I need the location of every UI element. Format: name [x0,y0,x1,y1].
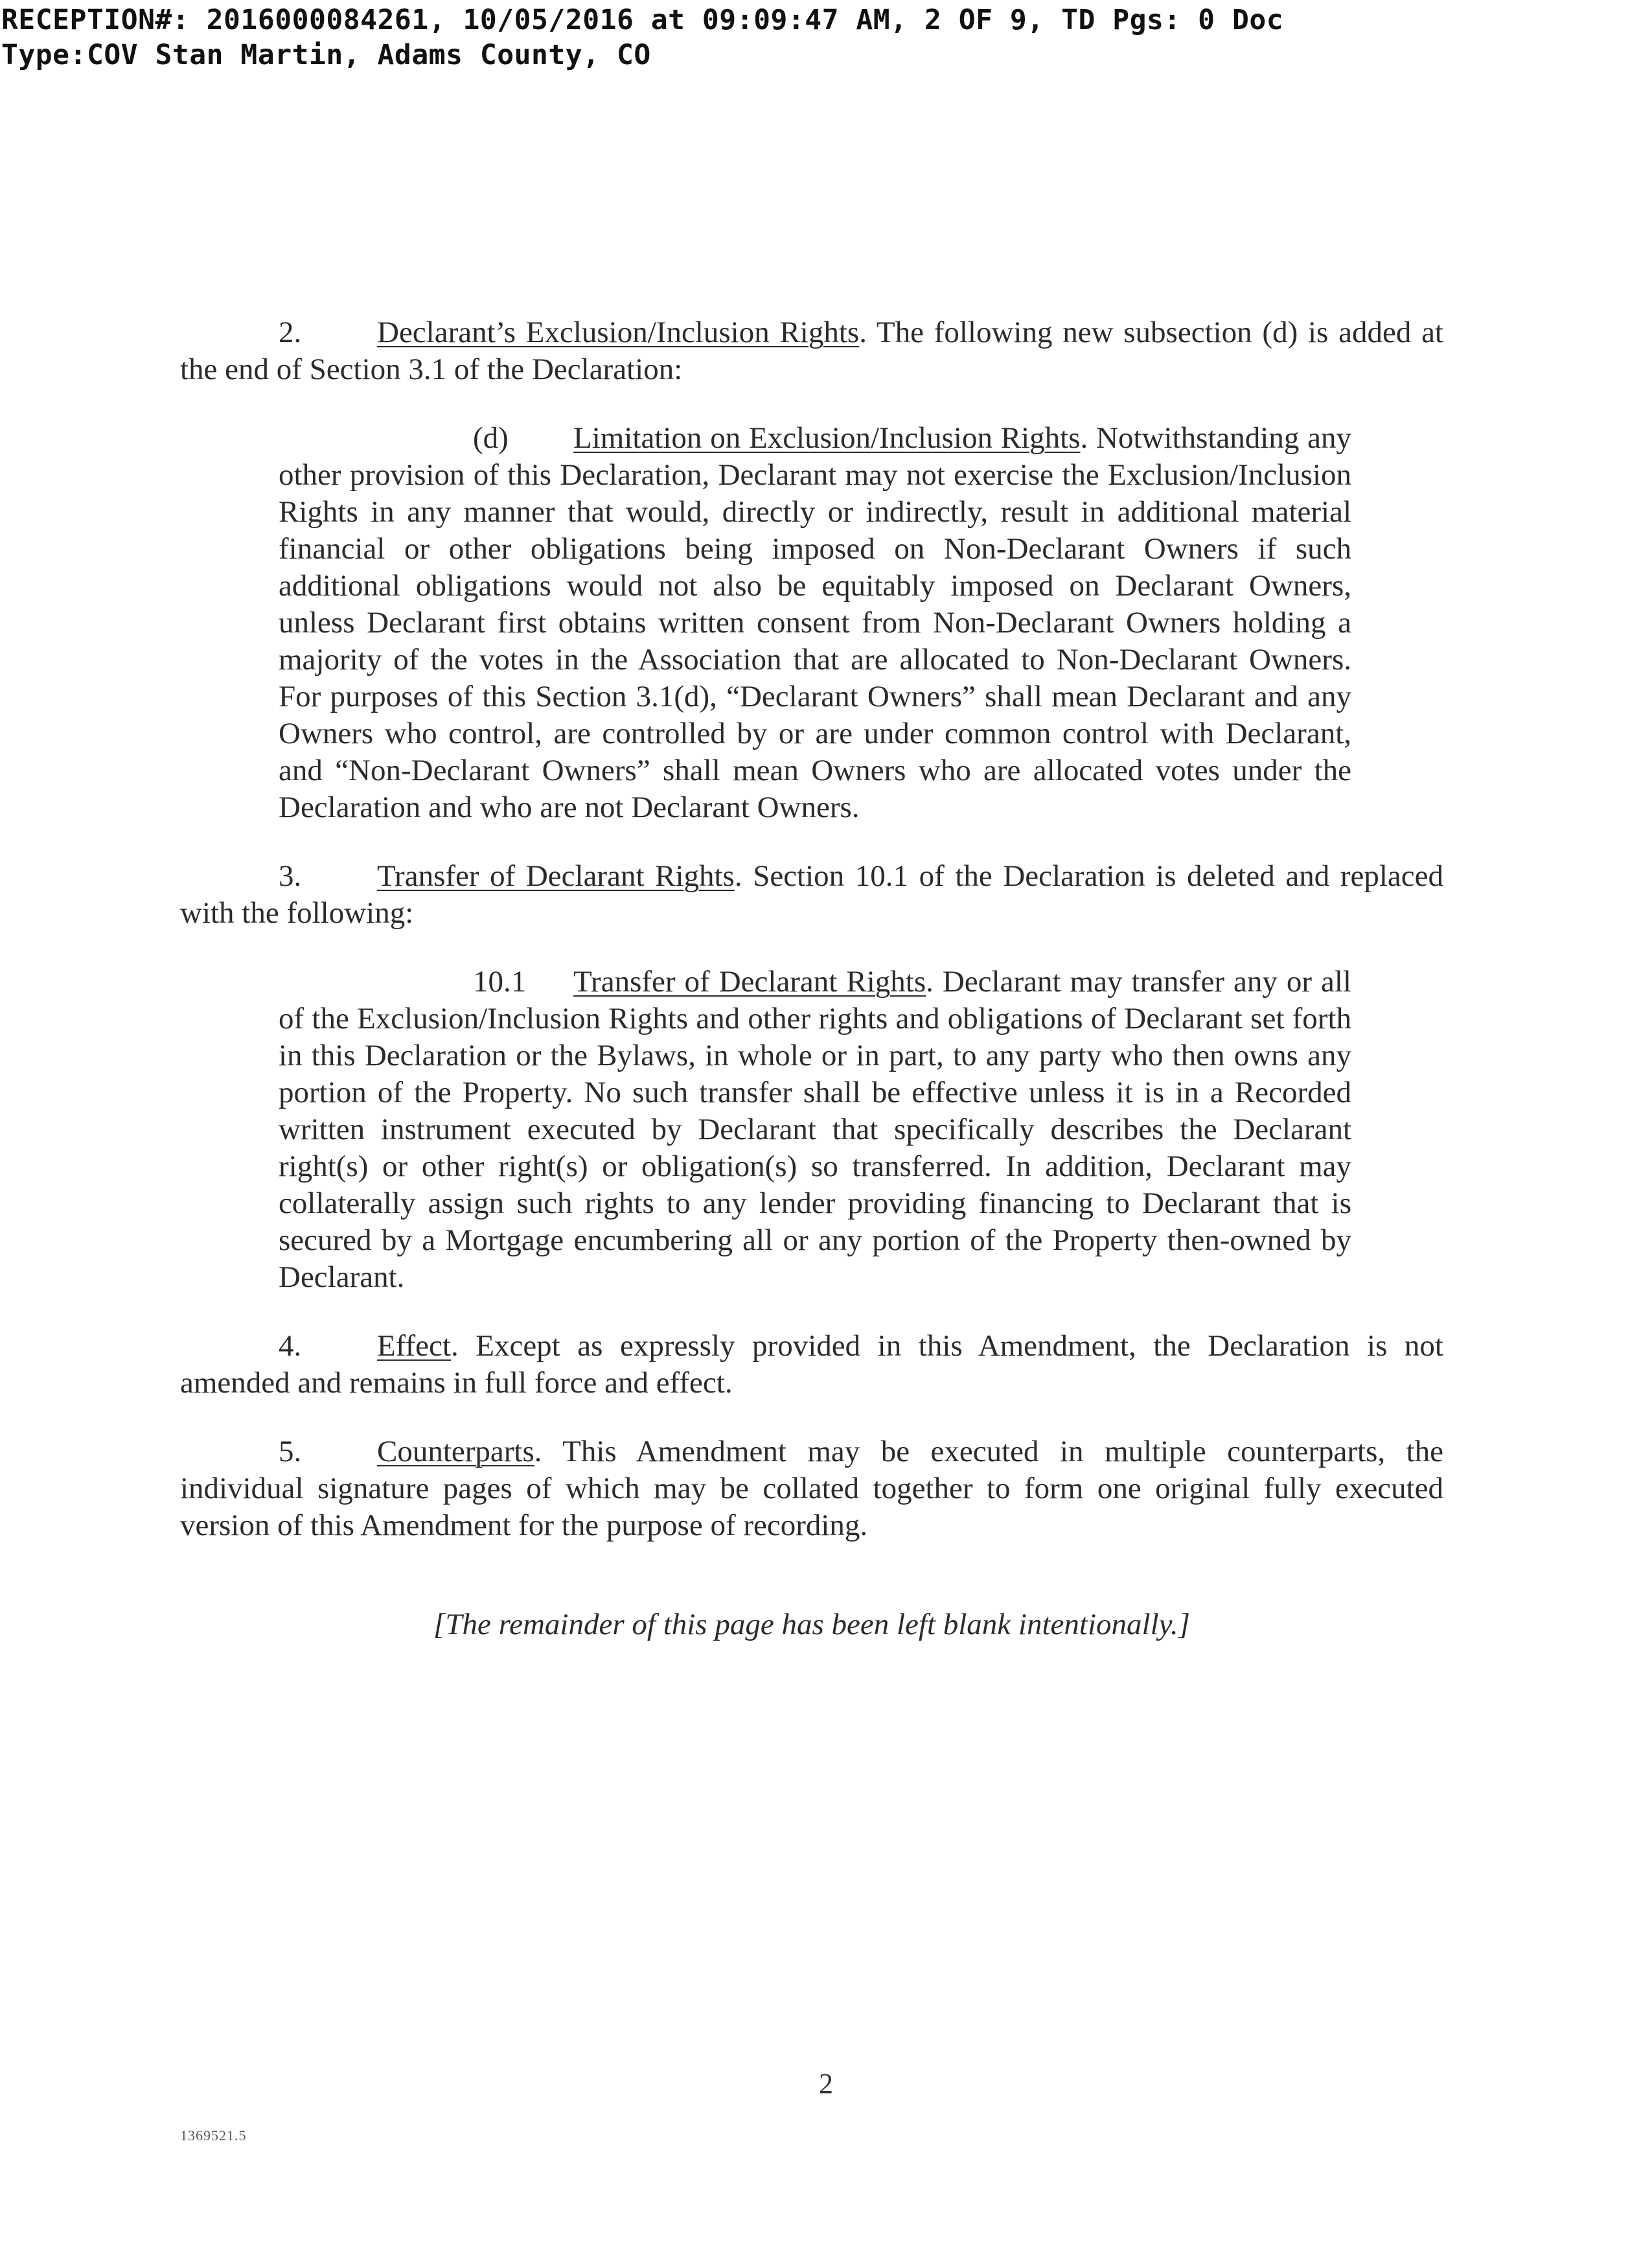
subsection-heading: Transfer of Declarant Rights [573,965,926,999]
section-number: 4. [279,1329,302,1363]
section-5 [180,1433,1443,1544]
subsection-heading: Limitation on Exclusion/Inclusion Rights [573,421,1081,455]
subsection-label: 10.1 [473,965,527,999]
section-number: 5. [279,1435,302,1468]
section-text: . Section 10.1 of the Declaration is deleted and replaced with the following: [180,859,1443,930]
page-number: 2 [819,2068,833,2099]
section-number: 3. [279,859,302,893]
recording-stamp [1,3,1647,73]
document-body [180,314,1443,1674]
section-number: 2. [279,316,302,349]
section-text: . Except as expressly provided in this Amendment, the Declaration is not amended and remains in full force and effect. [180,1329,1443,1400]
section-4 [180,1328,1443,1402]
stamp-line-2: Type:COV Stan Martin, Adams County, CO [1,39,651,71]
section-heading: Transfer of Declarant Rights [377,859,735,893]
section-heading: Effect [377,1329,451,1363]
section-text: . This Amendment may be executed in multiple counterparts, the individual signature pages of which may be collated together to form one original fully executed version of this Amendment for the purpose of recording. [180,1435,1443,1542]
subsection-text: . Notwithstanding any other provision of this Declaration, Declarant may not exercise the Exclusion/Inclusion Rights in any manner that would, directly or indirectly, result in additional material financial or other obligations being imposed on Non-Declarant Owners if such additional obligations would not also be equitably imposed on Declarant Owners, unless Declarant first obtains written consent from Non-Declarant Owners holding a majority of the votes in the Association that are allocated to Non-Declarant Owners. For purposes of this Section 3.1(d), “Declarant Owners” shall mean Declarant and any Owners who control, are controlled by or are under common control with Declarant, and “Non-Declarant Owners” shall mean Owners who are allocated votes under the Declaration and who are not Declarant Owners. [279,421,1351,824]
section-heading: Counterparts [377,1435,534,1468]
subsection-10-1 [279,964,1351,1296]
section-text: . The following new subsection (d) is added at the end of Section 3.1 of the Declaration: [180,316,1443,386]
subsection-text: . Declarant may transfer any or all of the Exclusion/Inclusion Rights and other rights and obligations of Declarant set forth in this Declaration or the Bylaws, in whole or in part, to any party who then owns any portion of the Property. No such transfer shall be effective unless it is in a Recorded written instrument executed by Declarant that specifically describes the Declarant right(s) or other right(s) or obligation(s) so transferred. In addition, Declarant may collaterally assign such rights to any lender providing financing to Declarant that is secured by a Mortgage encumbering all or any portion of the Property then-owned by Declarant. [279,965,1351,1294]
blank-page-note: [The remainder of this page has been left blank intentionally.] [433,1608,1190,1641]
subsection-3-1-d [279,420,1351,826]
section-3 [180,858,1443,932]
section-heading: Declarant’s Exclusion/Inclusion Rights [377,316,860,349]
subsection-label: (d) [473,421,509,455]
section-2 [180,314,1443,388]
stamp-line-1: RECEPTION#: 2016000084261, 10/05/2016 at 09:09:47 AM, 2 OF 9, TD Pgs: 0 Doc [1,4,1284,36]
document-id: 1369521.5 [180,2127,247,2144]
